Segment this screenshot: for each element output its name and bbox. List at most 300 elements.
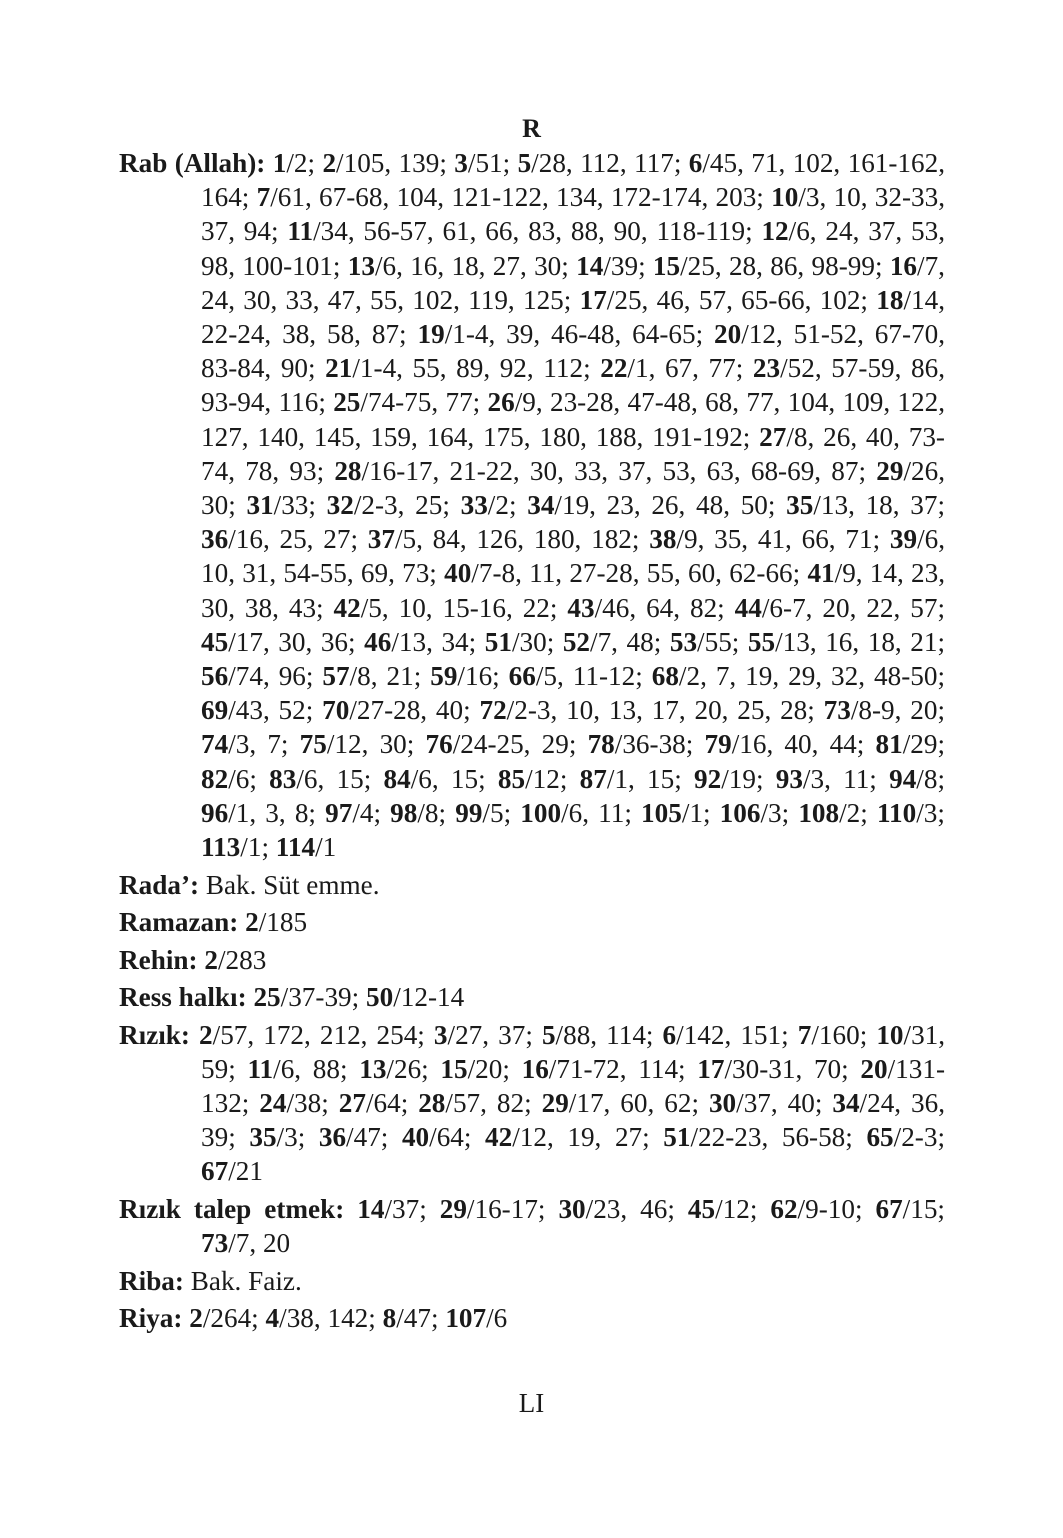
verse-reference: 29/16-17 — [439, 1193, 538, 1224]
verse-numbers: 37 — [392, 1193, 420, 1224]
verse-reference: 38/9, 35, 41, 66, 71 — [649, 524, 873, 555]
verse-numbers: 14, 22-24, 38, 58, 87 — [201, 284, 945, 350]
surah-number: 106 — [719, 797, 761, 828]
surah-number: 100 — [520, 797, 562, 828]
index-entry — [119, 1264, 945, 1298]
verse-reference: 29/17, 60, 62 — [541, 1087, 692, 1118]
verse-numbers: 1, 3, 8 — [235, 797, 309, 828]
page-number: LI — [518, 1388, 545, 1418]
verse-reference: 97/4 — [325, 797, 374, 828]
verse-numbers: 6, 10, 31, 54-55, 69, 73 — [201, 524, 946, 589]
verse-reference: 72/2-3, 10, 13, 17, 20, 25, 28 — [479, 695, 808, 726]
surah-number: 3 — [433, 1019, 448, 1050]
verse-reference: 114/1 — [275, 832, 337, 863]
verse-reference: 96/1, 3, 8 — [201, 797, 309, 828]
surah-number: 6 — [688, 148, 703, 178]
index-entry: Riya: 2/264; 4/38, 142; 8/47; 107/6 — [119, 1303, 508, 1334]
surah-number: 7 — [256, 182, 271, 213]
verse-reference: 36/16, 25, 27 — [201, 524, 351, 555]
verse-reference: 69/43, 52 — [201, 695, 306, 726]
verse-numbers: 3, 10, 32-33, 37, 94 — [201, 182, 945, 247]
verse-numbers: 46, 64, 82 — [602, 592, 718, 623]
verse-reference: 66/5, 11-12 — [508, 661, 636, 692]
verse-reference: 10/31, 59 — [201, 1019, 946, 1084]
verse-numbers: 29 — [910, 729, 938, 760]
surah-number: 28 — [418, 1087, 446, 1118]
verse-numbers: 1 — [322, 832, 337, 863]
verse-numbers: 25, 46, 57, 65-66, 102 — [614, 284, 861, 315]
surah-number: 11 — [247, 1053, 274, 1084]
verse-reference: 57/8, 21 — [322, 661, 414, 692]
verse-numbers: 16 — [464, 661, 493, 692]
index-entry — [119, 943, 945, 977]
verse-reference: 3/27, 37 — [433, 1019, 526, 1050]
verse-reference: 75/12, 30 — [299, 729, 407, 760]
verse-reference: 17/25, 46, 57, 65-66, 102 — [579, 284, 861, 315]
surah-number: 98 — [390, 797, 418, 828]
verse-numbers: 31, 59 — [201, 1019, 946, 1084]
verse-reference: 67/15 — [875, 1193, 938, 1224]
verse-numbers: 64 — [373, 1087, 401, 1118]
entry-term: Ress halkı: — [119, 982, 247, 1013]
verse-reference: 27/8, 26, 40, 73-74, 78, 93 — [201, 421, 945, 486]
surah-number: 35 — [249, 1122, 277, 1153]
index-entry: Rızık: 2/57, 172, 212, 254; 3/27, 37; 5/88, 114; 6/142, 151; 7/160; 10/31, 59; 11/6, 88; 13/26; 15/20; 16/71-72, 114; 17/30-31, 70; 20/131-132; 24/38; 27/64; 28/57, 82; 29/17, 60, 62; 30/37, 40; 34/24, 36, 39; 35/3; 36/47; 40/64; 42/12, 19, 27; 51/22-23, 56-58; 65/2-3; 67/21 — [119, 1019, 946, 1187]
surah-number: 44 — [734, 592, 762, 623]
verse-reference: 26/9, 23-28, 47-48, 68, 77, 104, 109, 122, 127, 140, 145, 159, 164, 175, 180, 188, 191-192 — [201, 387, 946, 452]
surah-number: 85 — [497, 763, 526, 794]
verse-numbers: 142, 151 — [683, 1019, 782, 1050]
verse-numbers: 55 — [704, 626, 732, 657]
verse-reference: 8/47 — [382, 1303, 431, 1334]
verse-reference: 10/3, 10, 32-33, 37, 94 — [201, 182, 945, 247]
verse-numbers: 7-8, 11, 27-28, 55, 60, 62-66 — [478, 558, 793, 589]
verse-numbers: 71-72, 114 — [556, 1053, 679, 1084]
verse-numbers: 17, 60, 62 — [576, 1087, 692, 1118]
surah-number: 8 — [382, 1303, 397, 1334]
section-letter: R — [522, 114, 541, 143]
verse-reference: 106/3 — [719, 797, 782, 828]
verse-numbers: 160 — [818, 1019, 860, 1050]
surah-number: 1 — [272, 148, 287, 178]
surah-number: 11 — [287, 216, 314, 247]
verse-numbers: 6, 88 — [280, 1053, 340, 1084]
verse-numbers: 9, 14, 23, 30, 38, 43 — [201, 558, 946, 623]
surah-number: 53 — [669, 626, 698, 657]
verse-numbers: 39 — [610, 250, 639, 281]
verse-reference: 82/6 — [201, 763, 250, 794]
verse-reference: 15/25, 28, 86, 98-99 — [652, 250, 875, 281]
verse-reference: 23/52, 57-59, 86, 93-94, 116 — [201, 353, 946, 418]
verse-reference: 55/13, 16, 18, 21 — [747, 626, 938, 657]
entry-see-also: Bak. Faiz. — [190, 1265, 302, 1296]
surah-number: 76 — [425, 729, 453, 760]
verse-reference: 51/30 — [484, 626, 547, 657]
verse-reference: 2/264 — [189, 1303, 252, 1334]
verse-numbers: 7, 24, 30, 33, 47, 55, 102, 119, 125 — [201, 250, 945, 315]
verse-numbers: 23, 46 — [593, 1193, 668, 1224]
entry-term: Rızık: — [119, 1019, 190, 1050]
verse-numbers: 16, 40, 44 — [739, 729, 857, 760]
surah-number: 5 — [541, 1019, 556, 1050]
surah-number: 105 — [641, 797, 682, 828]
verse-reference: 67/21 — [201, 1156, 263, 1187]
verse-numbers: 45, 71, 102, 161-162, 164 — [201, 148, 946, 213]
verse-numbers: 33 — [281, 490, 309, 521]
verse-reference: 51/22-23, 56-58 — [663, 1122, 846, 1153]
surah-number: 17 — [697, 1053, 725, 1084]
verse-reference: 39/6, 10, 31, 54-55, 69, 73 — [201, 524, 946, 589]
verse-numbers: 43, 52 — [235, 695, 306, 726]
surah-number: 65 — [866, 1122, 894, 1153]
verse-reference: 28/16-17, 21-22, 30, 33, 37, 53, 63, 68-69, 87 — [334, 455, 859, 486]
surah-number: 83 — [269, 763, 297, 794]
verse-reference: 46/13, 34 — [364, 626, 469, 657]
entry-term: Ramazan: — [119, 907, 239, 938]
surah-number: 27 — [759, 421, 787, 452]
entry-term: Rızık talep etmek: — [119, 1193, 345, 1224]
verse-numbers: 16-17, 21-22, 30, 33, 37, 53, 63, 68-69, 87 — [369, 455, 859, 486]
verse-reference: 41/9, 14, 23, 30, 38, 43 — [201, 558, 946, 623]
verse-reference: 14/37 — [357, 1193, 420, 1224]
verse-numbers: 12 — [722, 1193, 750, 1224]
verse-numbers: 16, 25, 27 — [235, 524, 351, 555]
verse-numbers: 13, 16, 18, 21 — [782, 626, 938, 657]
verse-reference: 18/14, 22-24, 38, 58, 87 — [201, 284, 945, 350]
verse-reference: 42/12, 19, 27 — [485, 1122, 643, 1153]
surah-number: 2 — [204, 944, 218, 975]
surah-number: 43 — [567, 592, 595, 623]
verse-reference: 25/74-75, 77 — [333, 387, 473, 418]
verse-reference: 30/23, 46 — [558, 1193, 668, 1224]
surah-number: 14 — [357, 1193, 385, 1224]
verse-reference: 40/7-8, 11, 27-28, 55, 60, 62-66 — [444, 558, 793, 589]
surah-number: 26 — [487, 387, 515, 418]
verse-reference: 2/105, 139 — [322, 148, 440, 178]
verse-reference: 105/1 — [641, 797, 703, 828]
verse-reference: 20/12, 51-52, 67-70, 83-84, 90 — [201, 319, 946, 384]
verse-numbers: 34, 56-57, 61, 66, 83, 88, 90, 118-119 — [320, 216, 746, 247]
surah-number: 51 — [484, 626, 512, 657]
verse-numbers: 5, 11-12 — [543, 661, 636, 692]
verse-reference: 45/12 — [687, 1193, 750, 1224]
verse-numbers: 1, 15 — [614, 763, 675, 794]
surah-number: 42 — [485, 1122, 513, 1153]
surah-number: 29 — [439, 1193, 467, 1224]
surah-number: 73 — [201, 1228, 229, 1259]
verse-numbers: 12, 30 — [334, 729, 407, 760]
verse-numbers: 88, 114 — [563, 1019, 646, 1050]
verse-reference: 59/16 — [430, 661, 493, 692]
surah-number: 51 — [663, 1122, 691, 1153]
verse-numbers: 12-14 — [400, 982, 465, 1013]
verse-numbers: 6, 11 — [568, 797, 625, 828]
surah-number: 34 — [832, 1087, 860, 1118]
surah-number: 21 — [325, 353, 353, 384]
surah-number: 81 — [875, 729, 903, 760]
surah-number: 87 — [579, 763, 607, 794]
verse-numbers: 22-23, 56-58 — [698, 1122, 846, 1153]
verse-reference: 83/6, 15 — [269, 763, 364, 794]
surah-number: 55 — [747, 626, 776, 657]
verse-numbers: 13, 18, 37 — [820, 490, 938, 521]
verse-numbers: 57, 172, 212, 254 — [220, 1019, 418, 1050]
surah-number: 32 — [326, 490, 354, 521]
verse-reference: 19/1-4, 39, 46-48, 64-65 — [417, 319, 696, 350]
verse-reference: 15/20 — [440, 1053, 503, 1084]
surah-number: 4 — [265, 1303, 280, 1334]
verse-numbers: 1-4, 39, 46-48, 64-65 — [452, 319, 696, 350]
surah-number: 56 — [201, 661, 229, 692]
surah-number: 12 — [761, 216, 789, 247]
verse-numbers: 5, 84, 126, 180, 182 — [402, 524, 632, 555]
verse-numbers: 6, 15 — [303, 763, 364, 794]
verse-reference: 52/7, 48 — [562, 626, 654, 657]
surah-number: 78 — [587, 729, 615, 760]
surah-number: 19 — [417, 319, 445, 350]
verse-reference: 99/5 — [455, 797, 504, 828]
verse-numbers: 47 — [353, 1122, 381, 1153]
verse-reference: 62/9-10 — [770, 1193, 855, 1224]
verse-reference: 84/6, 15 — [383, 763, 479, 794]
surah-number: 29 — [876, 455, 904, 486]
surah-number: 7 — [797, 1019, 812, 1050]
surah-number: 29 — [541, 1087, 569, 1118]
verse-numbers: 185 — [266, 907, 308, 938]
surah-number: 3 — [454, 148, 468, 178]
verse-reference: 32/2-3, 25 — [326, 490, 443, 521]
verse-numbers: 13, 34 — [398, 626, 469, 657]
verse-reference: 113/1 — [201, 832, 262, 863]
verse-reference: 2/57, 172, 212, 254 — [199, 1019, 418, 1050]
verse-numbers: 12 — [532, 763, 560, 794]
surah-number: 45 — [201, 626, 229, 657]
verse-reference: 34/19, 23, 26, 48, 50 — [527, 490, 768, 521]
verse-numbers: 20 — [475, 1053, 503, 1084]
verse-numbers: 37, 40 — [743, 1087, 815, 1118]
verse-reference: 42/5, 10, 15-16, 22 — [333, 592, 550, 623]
surah-number: 67 — [201, 1156, 229, 1187]
verse-reference: 12/6, 24, 37, 53, 98, 100-101 — [201, 216, 945, 281]
verse-numbers: 2, 7, 19, 29, 32, 48-50 — [686, 661, 938, 692]
entry-see-also: Bak. Süt emme. — [205, 869, 380, 900]
verse-numbers: 24, 36, 39 — [201, 1087, 946, 1153]
verse-reference: 29/26, 30 — [201, 455, 945, 521]
verse-reference: 45/17, 30, 36 — [201, 626, 349, 657]
verse-numbers: 16-17 — [474, 1193, 538, 1224]
surah-number: 79 — [704, 729, 732, 760]
verse-reference: 31/33 — [246, 490, 309, 521]
surah-number: 94 — [889, 763, 917, 794]
surah-number: 92 — [694, 763, 722, 794]
surah-number: 93 — [775, 763, 803, 794]
entry-term: Rada’: — [119, 869, 200, 900]
verse-numbers: 26, 30 — [201, 455, 945, 521]
entry-term: Riya: — [119, 1303, 183, 1334]
verse-numbers: 8, 21 — [357, 661, 414, 692]
surah-number: 10 — [771, 182, 799, 213]
verse-numbers: 131-132 — [201, 1053, 945, 1118]
surah-number: 16 — [521, 1053, 549, 1084]
surah-number: 114 — [275, 832, 316, 863]
verse-reference: 73/7, 20 — [201, 1228, 291, 1259]
verse-numbers: 57, 82 — [452, 1087, 525, 1118]
surah-number: 13 — [359, 1053, 387, 1084]
verse-reference: 11/34, 56-57, 61, 66, 83, 88, 90, 118-119 — [287, 216, 746, 247]
verse-numbers: 283 — [225, 944, 267, 975]
verse-numbers: 6 — [493, 1303, 508, 1334]
verse-reference: 6/142, 151 — [662, 1019, 782, 1050]
verse-reference: 79/16, 40, 44 — [704, 729, 857, 760]
surah-number: 59 — [430, 661, 458, 692]
verse-reference: 36/47 — [318, 1122, 381, 1153]
surah-number: 62 — [770, 1193, 798, 1224]
verse-numbers: 61, 67-68, 104, 121-122, 134, 172-174, 203 — [277, 182, 757, 213]
verse-reference: 13/26 — [359, 1053, 422, 1084]
index-entries — [119, 146, 945, 1339]
verse-reference: 50/12-14 — [366, 982, 465, 1013]
verse-numbers: 1, 67, 77 — [634, 353, 736, 384]
surah-number: 38 — [649, 524, 677, 555]
entry-term: Rehin: — [119, 944, 198, 975]
surah-number: 20 — [860, 1053, 888, 1084]
verse-reference: 5/28, 112, 117 — [517, 148, 674, 178]
verse-numbers: 264 — [210, 1303, 252, 1334]
surah-number: 34 — [527, 490, 555, 521]
verse-reference: 74/3, 7 — [201, 729, 281, 760]
verse-reference: 20/131-132 — [201, 1053, 945, 1118]
verse-reference: 28/57, 82 — [418, 1087, 525, 1118]
surah-number: 6 — [662, 1019, 677, 1050]
verse-numbers: 30-31, 70 — [732, 1053, 842, 1084]
verse-reference: 17/30-31, 70 — [697, 1053, 842, 1084]
verse-reference: 56/74, 96 — [201, 661, 306, 692]
verse-reference: 100/6, 11 — [520, 797, 625, 828]
verse-reference: 22/1, 67, 77 — [600, 353, 736, 384]
verse-numbers: 4 — [359, 797, 374, 828]
surah-number: 108 — [798, 797, 840, 828]
verse-numbers: 12, 19, 27 — [519, 1122, 643, 1153]
verse-numbers: 6 — [235, 763, 250, 794]
surah-number: 107 — [445, 1303, 487, 1334]
verse-numbers: 51 — [475, 148, 503, 178]
surah-number: 57 — [322, 661, 350, 692]
verse-reference: 1/2 — [272, 148, 308, 178]
verse-reference: 85/12 — [497, 763, 560, 794]
verse-reference: 33/2 — [460, 490, 509, 521]
index-entry: Rızık talep etmek: 14/37; 29/16-17; 30/23, 46; 45/12; 62/9-10; 67/15; 73/7, 20 — [119, 1193, 945, 1259]
verse-numbers: 74, 96 — [235, 661, 306, 692]
surah-number: 66 — [508, 661, 536, 692]
surah-number: 25 — [253, 982, 281, 1013]
surah-number: 15 — [652, 250, 681, 281]
verse-reference: 43/46, 64, 82 — [567, 592, 718, 623]
surah-number: 70 — [322, 695, 350, 726]
verse-reference: 21/1-4, 55, 89, 92, 112 — [325, 353, 584, 384]
verse-reference: 14/39 — [576, 250, 639, 281]
verse-numbers: 27-28, 40 — [356, 695, 464, 726]
verse-reference: 93/3, 11 — [775, 763, 870, 794]
surah-number: 24 — [259, 1087, 287, 1118]
surah-number: 46 — [364, 626, 392, 657]
surah-number: 39 — [889, 524, 918, 555]
verse-numbers: 3 — [923, 797, 938, 828]
surah-number: 42 — [333, 592, 361, 623]
surah-number: 27 — [338, 1087, 366, 1118]
verse-reference: 6/45, 71, 102, 161-162, 164 — [201, 148, 946, 213]
verse-reference: 34/24, 36, 39 — [201, 1087, 946, 1153]
verse-reference: 13/6, 16, 18, 27, 30 — [347, 250, 562, 281]
verse-numbers: 2 — [293, 148, 308, 178]
verse-reference: 25/37-39 — [253, 982, 352, 1013]
surah-number: 110 — [876, 797, 917, 828]
surah-number: 45 — [687, 1193, 716, 1224]
surah-number: 13 — [347, 250, 375, 281]
verse-numbers: 2-3, 10, 13, 17, 20, 25, 28 — [514, 695, 808, 726]
verse-reference: 7/160 — [797, 1019, 860, 1050]
verse-numbers: 3, 11 — [810, 763, 870, 794]
index-entry — [119, 905, 945, 939]
surah-number: 5 — [517, 148, 532, 178]
entry-term: Rab (Allah): — [119, 148, 266, 178]
verse-numbers: 6, 24, 37, 53, 98, 100-101 — [201, 216, 945, 281]
verse-reference: 2/283 — [204, 944, 267, 975]
verse-reference: 35/3 — [249, 1122, 298, 1153]
verse-numbers: 8 — [923, 763, 938, 794]
verse-numbers: 25, 28, 86, 98-99 — [687, 250, 875, 281]
verse-numbers: 36-38 — [622, 729, 686, 760]
verse-reference: 4/38, 142 — [265, 1303, 369, 1334]
verse-reference: 78/36-38 — [587, 729, 686, 760]
surah-number: 113 — [201, 832, 241, 863]
surah-number: 82 — [201, 763, 229, 794]
verse-reference: 73/8-9, 20 — [823, 695, 938, 726]
surah-number: 52 — [562, 626, 591, 657]
verse-numbers: 24-25, 29 — [460, 729, 569, 760]
verse-reference: 5/88, 114 — [541, 1019, 646, 1050]
verse-numbers: 8-9, 20 — [858, 695, 938, 726]
surah-number: 22 — [600, 353, 628, 384]
verse-numbers: 19, 23, 26, 48, 50 — [561, 490, 768, 521]
verse-reference: 30/37, 40 — [708, 1087, 815, 1118]
verse-numbers: 17, 30, 36 — [235, 626, 349, 657]
surah-number: 20 — [714, 319, 742, 350]
verse-reference: 24/38 — [259, 1087, 322, 1118]
surah-number: 36 — [318, 1122, 347, 1153]
verse-numbers: 52, 57-59, 86, 93-94, 116 — [201, 353, 946, 418]
surah-number: 72 — [479, 695, 507, 726]
surah-number: 10 — [876, 1019, 904, 1050]
surah-number: 28 — [334, 455, 362, 486]
index-entry — [119, 868, 945, 902]
verse-numbers: 38, 142 — [286, 1303, 369, 1334]
verse-reference: 3/51 — [454, 148, 503, 178]
verse-reference: 11/6, 88 — [247, 1053, 340, 1084]
surah-number: 2 — [322, 148, 337, 178]
verse-numbers: 26 — [393, 1053, 422, 1084]
verse-numbers: 7, 20 — [235, 1228, 291, 1259]
surah-number: 25 — [333, 387, 361, 418]
verse-numbers: 1 — [247, 832, 262, 863]
verse-numbers: 8, 26, 40, 73-74, 78, 93 — [201, 421, 945, 486]
surah-number: 18 — [876, 284, 904, 315]
surah-number: 74 — [201, 729, 229, 760]
surah-number: 96 — [201, 797, 229, 828]
verse-reference: 98/8 — [390, 797, 439, 828]
surah-number: 68 — [651, 661, 679, 692]
verse-numbers: 9-10 — [805, 1193, 855, 1224]
verse-reference: 27/64 — [338, 1087, 401, 1118]
